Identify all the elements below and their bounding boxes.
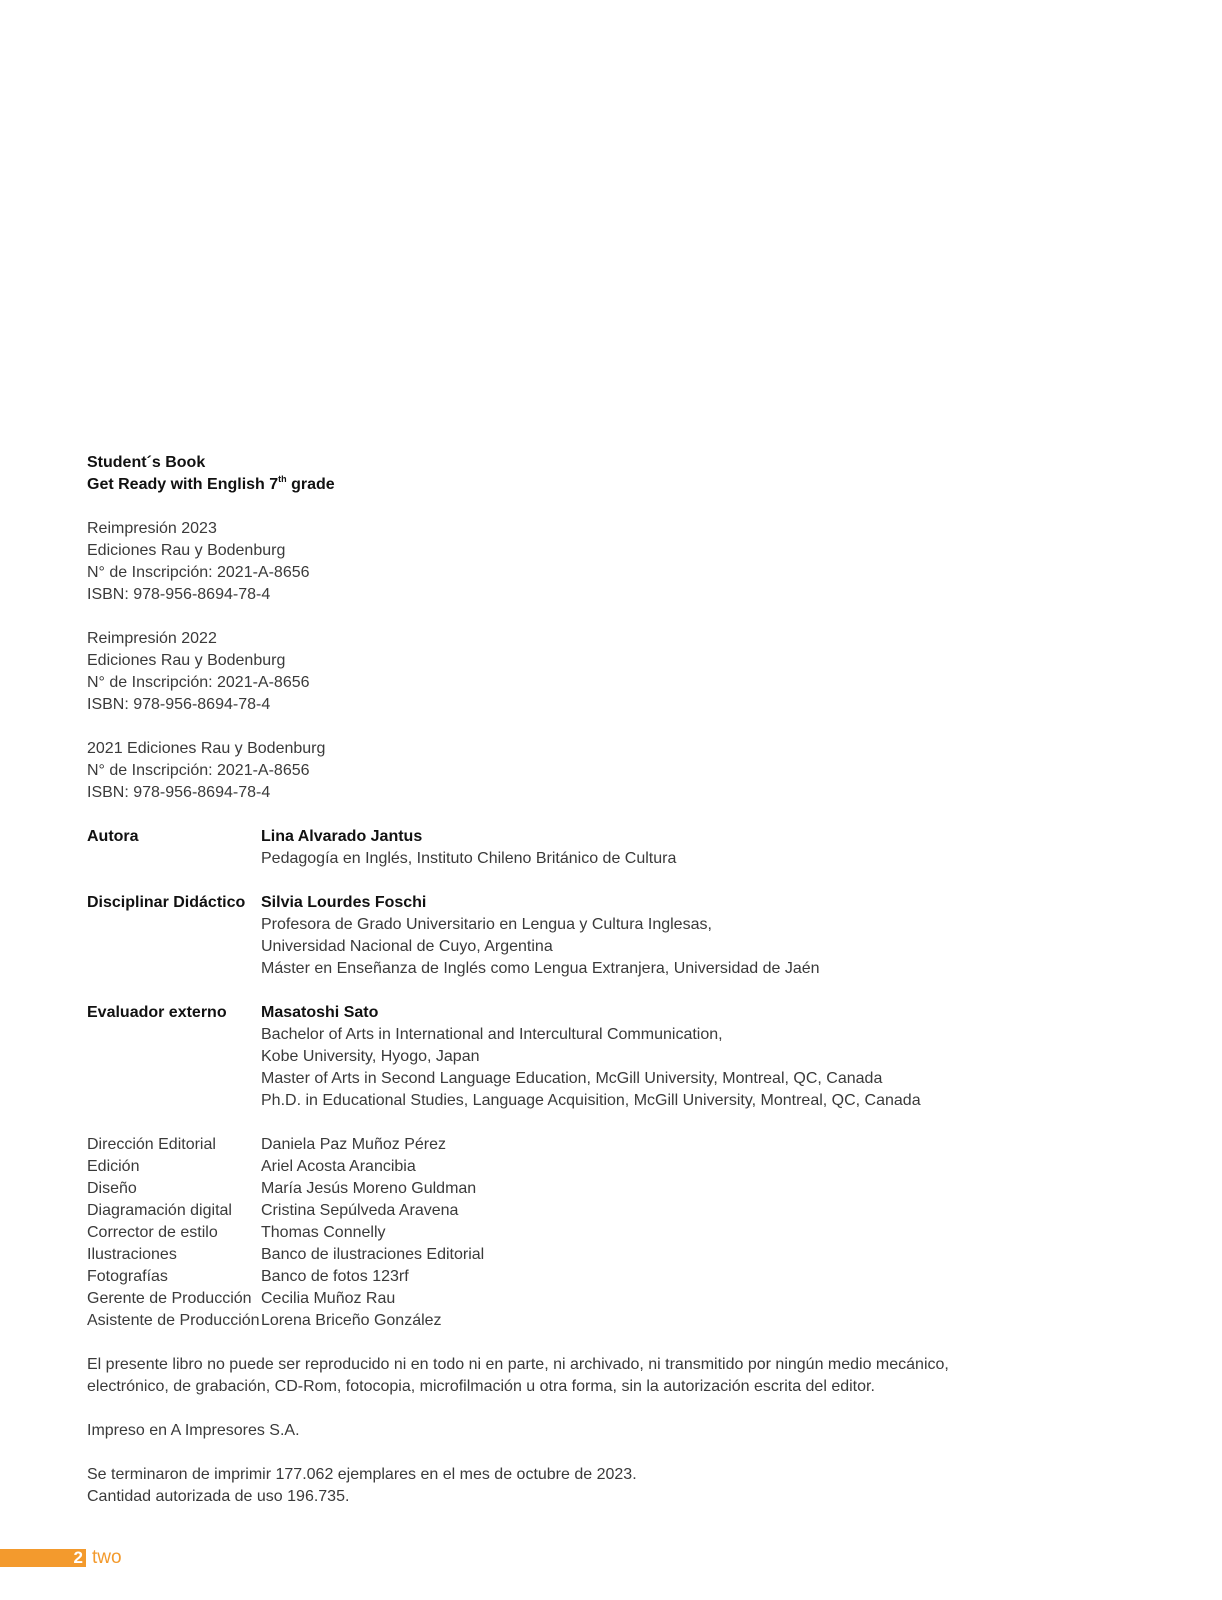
edition-line: ISBN: 978-956-8694-78-4 [87, 696, 271, 713]
staff-role: Asistente de Producción [87, 1312, 260, 1329]
staff-role: Diagramación digital [87, 1202, 232, 1219]
staff-role: Corrector de estilo [87, 1224, 218, 1241]
staff-name: Ariel Acosta Arancibia [261, 1158, 416, 1175]
credit-author [87, 826, 1147, 870]
page-number-word: two [92, 1547, 122, 1568]
staff-role: Dirección Editorial [87, 1136, 216, 1153]
staff-name: Cristina Sepúlveda Aravena [261, 1202, 459, 1219]
legal-notice [87, 1354, 1147, 1398]
print-run: Se terminaron de imprimir 177.062 ejemplares en el mes de octubre de 2023. [87, 1466, 637, 1483]
credit-role: Evaluador externo [87, 1004, 227, 1021]
credit-role: Disciplinar Didáctico [87, 894, 246, 911]
credit-name: Lina Alvarado Jantus [261, 828, 423, 845]
staff-role: Ilustraciones [87, 1246, 177, 1263]
credit-role: Autora [87, 828, 139, 845]
credit-detail-line: Profesora de Grado Universitario en Lengua y Cultura Inglesas, [261, 916, 712, 933]
edition-line: 2021 Ediciones Rau y Bodenburg [87, 740, 326, 757]
credit-evaluator [87, 1002, 1147, 1112]
staff-role: Diseño [87, 1180, 137, 1197]
credits-page-content [87, 452, 1147, 1508]
edition-line: N° de Inscripción: 2021-A-8656 [87, 762, 310, 779]
authorized-use: Cantidad autorizada de uso 196.735. [87, 1488, 350, 1505]
staff-name: María Jesús Moreno Guldman [261, 1180, 477, 1197]
edition-line: Ediciones Rau y Bodenburg [87, 542, 286, 559]
edition-line: ISBN: 978-956-8694-78-4 [87, 784, 271, 801]
edition-line: Reimpresión 2023 [87, 520, 217, 537]
edition-line: ISBN: 978-956-8694-78-4 [87, 586, 271, 603]
credit-detail-line: Bachelor of Arts in International and Intercultural Communication, [261, 1026, 723, 1043]
credit-detail-line: Máster en Enseñanza de Inglés como Lengua Extranjera, Universidad de Jaén [261, 960, 820, 977]
edition-line: Ediciones Rau y Bodenburg [87, 652, 286, 669]
staff-name: Lorena Briceño González [261, 1312, 442, 1329]
staff-name: Banco de fotos 123rf [261, 1268, 409, 1285]
staff-role: Edición [87, 1158, 140, 1175]
staff-role: Gerente de Producción [87, 1290, 252, 1307]
edition-line: Reimpresión 2022 [87, 630, 217, 647]
staff-name: Daniela Paz Muñoz Pérez [261, 1136, 446, 1153]
staff-name: Thomas Connelly [261, 1224, 386, 1241]
staff-name: Cecilia Muñoz Rau [261, 1290, 396, 1307]
credit-detail-line: Universidad Nacional de Cuyo, Argentina [261, 938, 553, 955]
credit-detail-line: Kobe University, Hyogo, Japan [261, 1048, 480, 1065]
edition-block-2021 [87, 738, 1147, 804]
edition-block-2022 [87, 628, 1147, 716]
page-footer [0, 1547, 122, 1569]
printer-info: Impreso en A Impresores S.A. [87, 1422, 300, 1439]
book-title-suffix: grade [286, 476, 335, 493]
staff-name: Banco de ilustraciones Editorial [261, 1246, 485, 1263]
book-title-prefix: Get Ready with English 7 [87, 476, 279, 493]
legal-notice-line: electrónico, de grabación, CD-Rom, fotocopia, microfilmación u otra forma, sin la autorización escrita del editor. [87, 1378, 875, 1395]
page-number: 2 [0, 1549, 86, 1567]
book-title [87, 474, 1147, 496]
credit-name: Silvia Lourdes Foschi [261, 894, 427, 911]
book-title-sup: th [278, 473, 287, 484]
credit-name: Masatoshi Sato [261, 1004, 379, 1021]
legal-notice-line: El presente libro no puede ser reproducido ni en todo ni en parte, ni archivado, ni transmitido por ningún medio mecánico, [87, 1356, 949, 1373]
credit-didactic [87, 892, 1147, 980]
staff-role: Fotografías [87, 1268, 168, 1285]
edition-line: N° de Inscripción: 2021-A-8656 [87, 564, 310, 581]
staff-list [87, 1134, 1147, 1332]
book-type: Student´s Book [87, 454, 206, 471]
credit-detail-line: Master of Arts in Second Language Education, McGill University, Montreal, QC, Canada [261, 1070, 883, 1087]
credit-detail-line: Pedagogía en Inglés, Instituto Chileno Británico de Cultura [261, 850, 677, 867]
credit-detail-line: Ph.D. in Educational Studies, Language Acquisition, McGill University, Montreal, QC, Canada [261, 1092, 921, 1109]
edition-line: N° de Inscripción: 2021-A-8656 [87, 674, 310, 691]
edition-block-2023 [87, 518, 1147, 606]
